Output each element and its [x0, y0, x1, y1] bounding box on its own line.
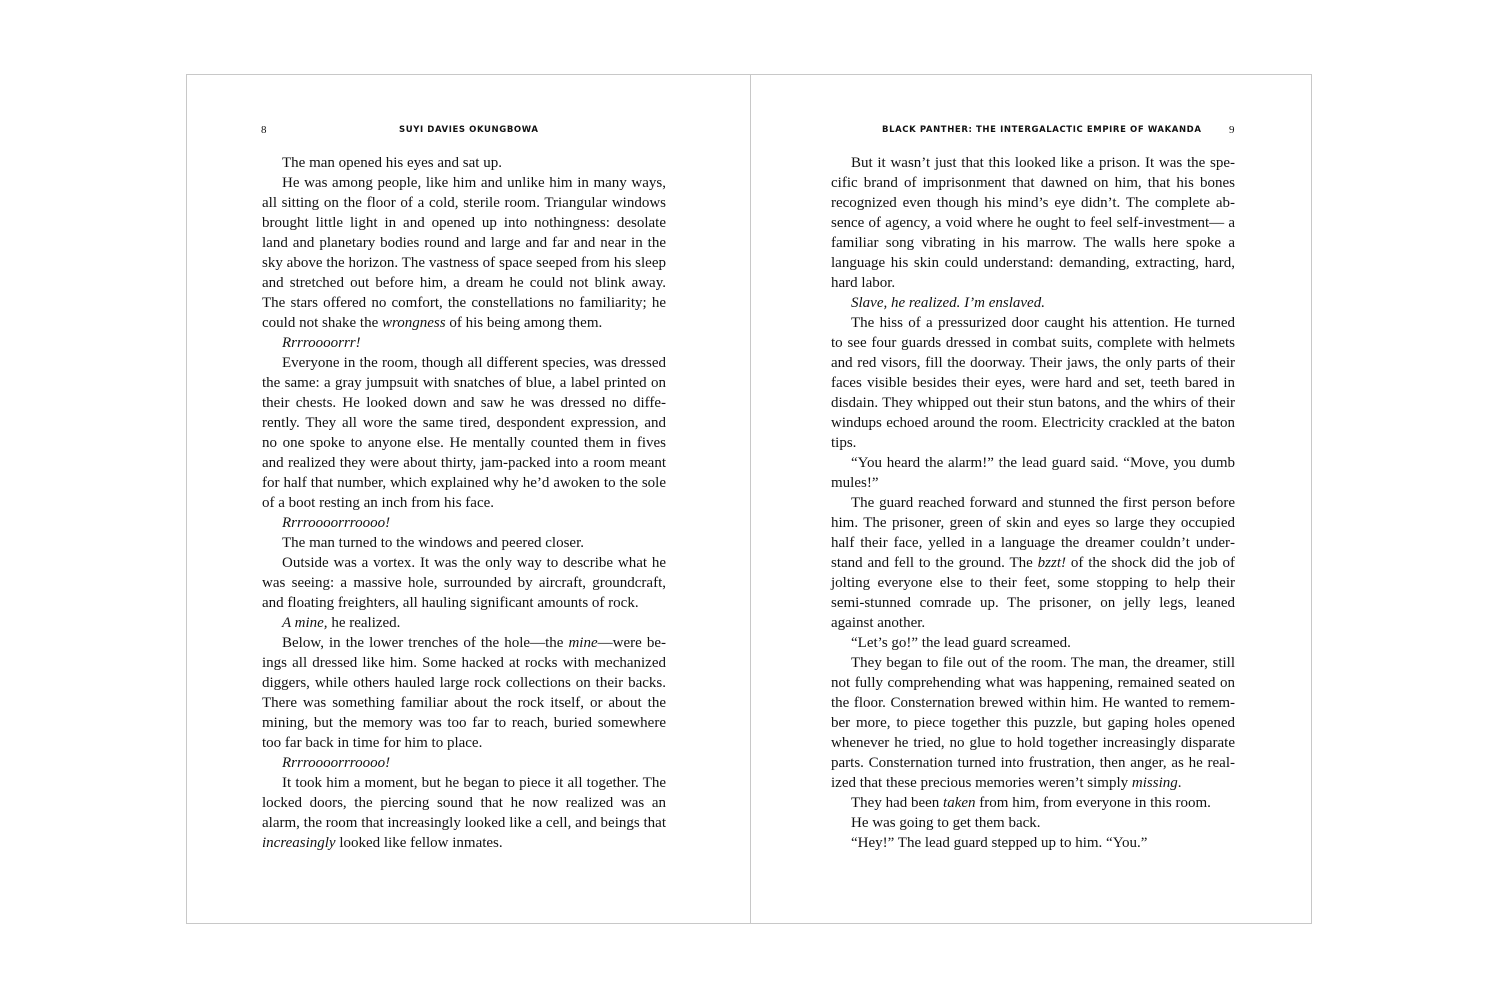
- paragraph-alarm: Rrrroooorrroooo!: [282, 755, 391, 771]
- left-text-block: [262, 153, 666, 853]
- paragraph: The hiss of a pressurized door caught his attention. He turned to see four guards dressed in combat suits, complete with helmets and red visors, fill the doorway. Their jaws, the only parts of their faces visible besides their eyes, were hard and set, teeth bared in disdain. They whipped out their stun batons, and the whirs of their windups echoed around the room. Electricity crackled at the baton tips.: [831, 315, 1235, 451]
- right-page-number: 9: [1229, 124, 1235, 136]
- paragraph: “Let’s go!” the lead guard screamed.: [851, 635, 1071, 651]
- left-running-head: SUYI DAVIES OKUNGBOWA: [399, 125, 539, 135]
- paragraph: Slave, he realized. I’m enslaved.: [851, 295, 1045, 311]
- paragraph: Outside was a vortex. It was the only way to describe what he was seeing: a massive hole, surrounded by aircraft, groundcraft, and floating freighters, all hauling significant amounts of rock.: [262, 555, 666, 611]
- right-running-head: BLACK PANTHER: THE INTERGALACTIC EMPIRE OF WAKANDA: [882, 125, 1202, 135]
- paragraph: The man turned to the windows and peered closer.: [282, 535, 584, 551]
- paragraph: Below, in the lower trenches of the hole—the mine—were beings all dressed like him. Some hacked at rocks with mechanized diggers, while others hauled large rock collections on their backs. There was something familiar about the rock itself, or about the mining, but the memory was too far to reach, buried somewhere too far back in time for him to place.: [262, 635, 666, 751]
- paragraph: They had been taken from him, from everyone in this room.: [851, 795, 1211, 811]
- paragraph-alarm: Rrrroooorrr!: [282, 335, 361, 351]
- paragraph: Everyone in the room, though all different species, was dressed the same: a gray jumpsuit with snatches of blue, a label printed on their chests. He looked down and saw he was dressed no differently. They all wore the same tired, despondent expression, and no one spoke to anyone else. He mentally counted them in fives and realized they were about thirty, jam-packed into a room meant for half that number, which explained why he’d awoken to the sole of a boot resting an inch from his face.: [262, 355, 666, 511]
- paragraph: But it wasn’t just that this looked like a prison. It was the specific brand of imprisonment that dawned on him, that his bones recognized even though his mind’s eye didn’t. The complete absence of agency, a void where he ought to feel self-investment— a familiar song vibrating in his marrow. The walls here spoke a language his skin could understand: demanding, extracting, hard, hard labor.: [831, 155, 1235, 291]
- paragraph: He was going to get them back.: [851, 815, 1041, 831]
- paragraph: They began to file out of the room. The man, the dreamer, still not fully comprehending what was happening, remained seated on the floor. Consternation brewed within him. He wanted to remember more, to piece together this puzzle, but gaping holes opened whenever he tried, no glue to hold together increasingly disparate parts. Consternation turned into frustration, then anger, as he realized that these precious memories weren’t simply missing.: [831, 655, 1235, 791]
- right-text-block: [831, 153, 1235, 853]
- left-page-number: 8: [261, 124, 267, 136]
- paragraph: “You heard the alarm!” the lead guard said. “Move, you dumb mules!”: [831, 455, 1235, 491]
- paragraph: He was among people, like him and unlike him in many ways, all sitting on the floor of a cold, sterile room. Triangular windows brought little light in and opened up into nothingness: desolate land and planetary bodies round and large and far and near in the sky above the horizon. The vastness of space seeped from his sleep and stretched out before him, a dream he could not blink away. The stars offered no comfort, the constellations no familiarity; he could not shake the wrongness of his being among them.: [262, 175, 666, 331]
- paragraph: “Hey!” The lead guard stepped up to him. “You.”: [851, 835, 1148, 851]
- paragraph: A mine, he realized.: [282, 615, 401, 631]
- page-gutter: [750, 75, 751, 923]
- paragraph: It took him a moment, but he began to piece it all together. The locked doors, the piercing sound that he now realized was an alarm, the room that increasingly looked like a cell, and beings that increasingly looked like fellow inmates.: [262, 775, 666, 851]
- paragraph: The guard reached forward and stunned the first person before him. The prisoner, green of skin and eyes so large they occupied half their face, yelled in a language the dreamer couldn’t understand and fell to the ground. The bzzt! of the shock did the job of jolting everyone else to their feet, some stopping to help their semi-stunned comrade up. The prisoner, on jelly legs, leaned against another.: [831, 495, 1235, 631]
- book-spread: [186, 74, 1312, 924]
- paragraph: The man opened his eyes and sat up.: [282, 155, 502, 171]
- paragraph-alarm: Rrrroooorrroooo!: [282, 515, 391, 531]
